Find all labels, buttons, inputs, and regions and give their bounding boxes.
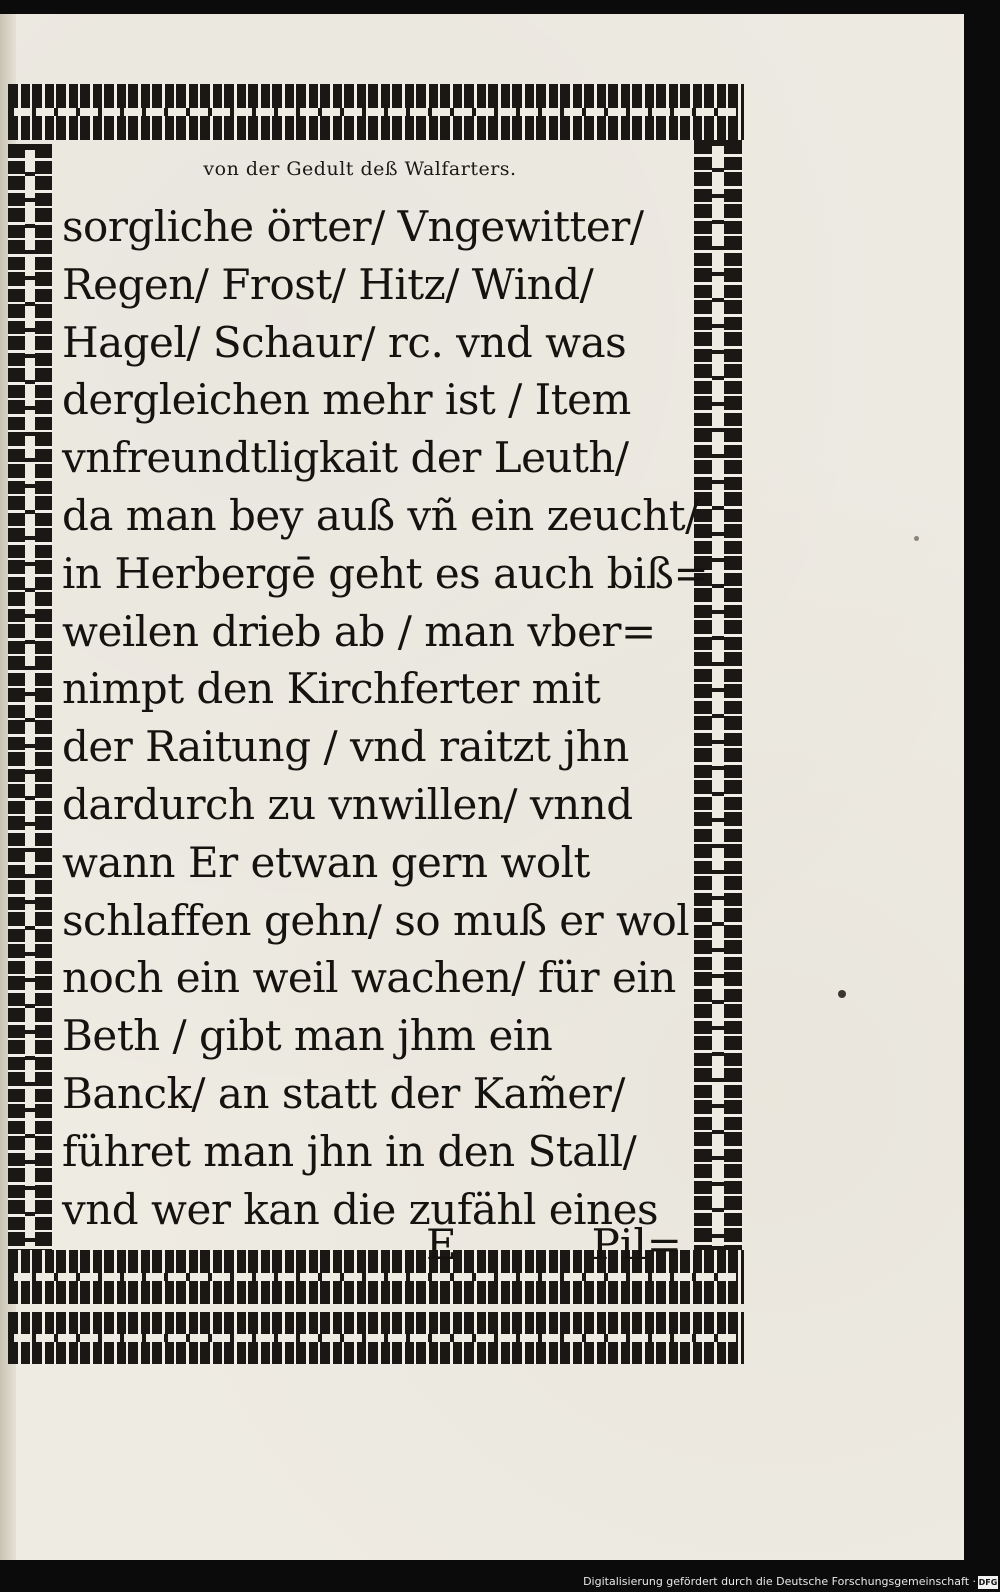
signature-mark: E [426, 1220, 457, 1269]
text-line: Hagel/ Schaur/ rc. vnd was [62, 317, 627, 367]
book-page [0, 14, 964, 1560]
right-ornament-border [694, 140, 742, 1252]
text-line: vnfreundtligkait der Leuth/ [62, 433, 629, 483]
text-line: in Herbergē geht es auch biß= [62, 548, 709, 598]
text-line: vnd wer kan die zufähl eines [62, 1184, 659, 1234]
left-ornament-border [8, 144, 52, 1254]
text-line: dergleichen mehr ist / Item [62, 375, 631, 425]
text-line: dardurch zu vnwillen/ vnnd [62, 779, 633, 829]
text-line: Beth / gibt man jhm ein [62, 1011, 553, 1061]
text-line: da man bey auß vñ ein zeucht/ [62, 490, 699, 540]
text-line: wann Er etwan gern wolt [62, 837, 590, 887]
text-line: Regen/ Frost/ Hitz/ Wind/ [62, 259, 594, 309]
text-line: der Raitung / vnd raitzt jhn [62, 722, 629, 772]
text-line: nimpt den Kirchferter mit [62, 664, 601, 714]
dfg-logo: DFG [978, 1578, 998, 1587]
paper-speck [914, 536, 919, 541]
digitization-credit: Digitalisierung gefördert durch die Deutsche Forschungsgemeinschaft · [583, 1575, 976, 1588]
running-head: von der Gedult deß Walfarters. [203, 158, 517, 180]
text-line: noch ein weil wachen/ für ein [62, 953, 676, 1003]
text-line: schlaffen gehn/ so muß er wol [62, 895, 690, 945]
catchword: Pil= [591, 1220, 682, 1269]
text-line: weilen drieb ab / man vber= [62, 606, 656, 656]
text-line: Banck/ an statt der Kam̃er/ [62, 1068, 625, 1118]
top-ornament-border [8, 84, 744, 140]
bottom-ornament-border-lower [8, 1312, 744, 1364]
signature-row [62, 1220, 682, 1270]
text-block [62, 202, 709, 1242]
paper-speck [838, 990, 846, 998]
text-line: sorgliche örter/ Vngewitter/ [62, 202, 644, 251]
text-line: führet man jhn in den Stall/ [62, 1126, 637, 1176]
